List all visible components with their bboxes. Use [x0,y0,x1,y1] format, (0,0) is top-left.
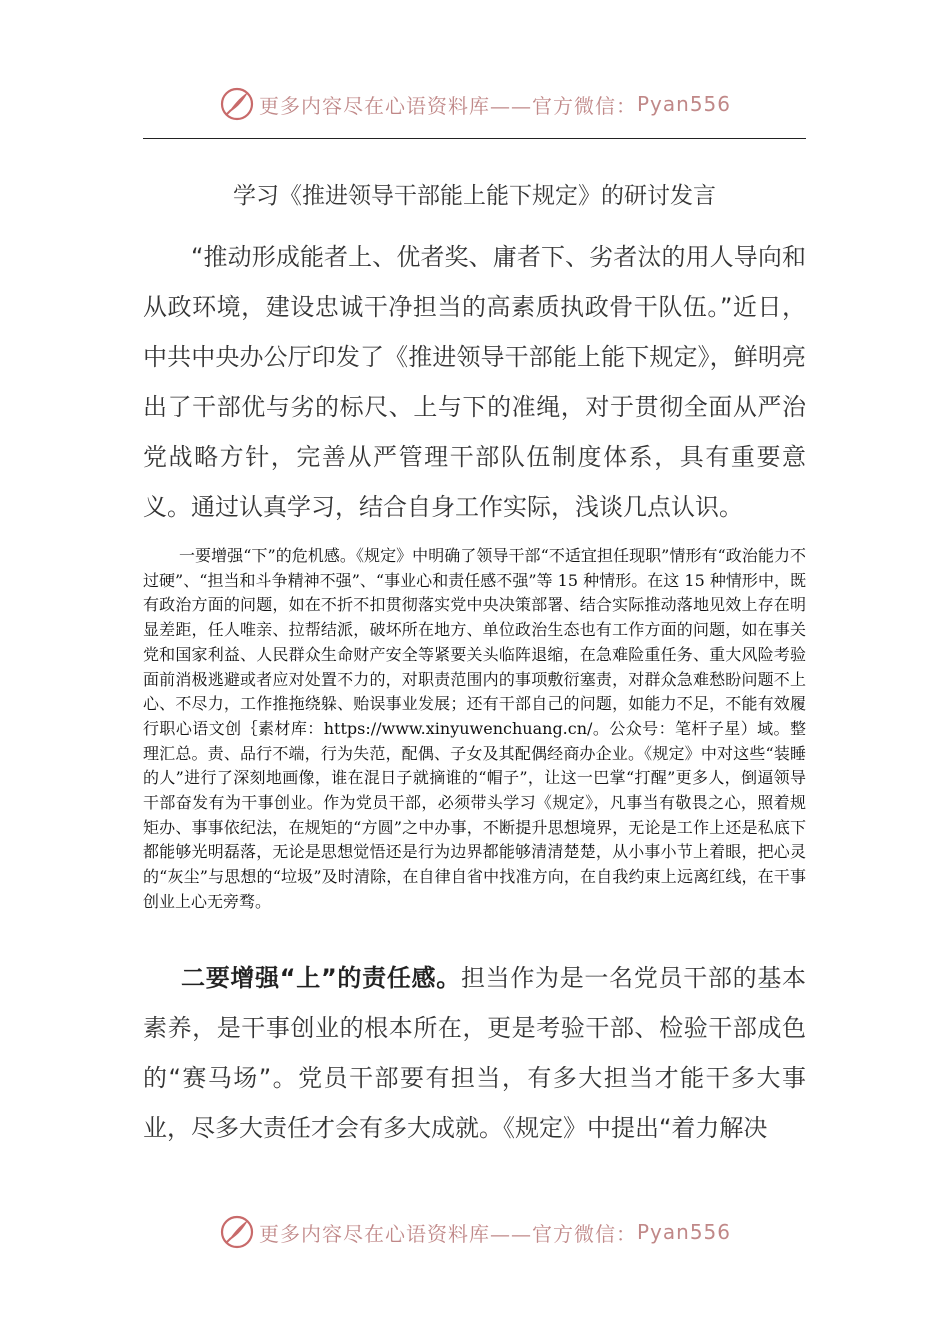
section2-body: 担当作为是一名党员干部的基本素养，是干事创业的根本所在，更是考验干部、检验干部成色的“赛马场”。党员干部要有担当，有多大担当才能干多大事业，尽多大责任才会有多大成就。《规定》中提出“着力解决 [143,964,807,1142]
section1-paragraph: 一要增强“下”的危机感。《规定》中明确了领导干部“不适宜担任现职”情形有“政治能力不过硬”、“担当和斗争精神不强”、“事业心和责任感不强”等 15 种情形。在这 15 种情形中，既有政治方面的问题，如在不折不扣贯彻落实党中央决策部署、结合实际推动落地见效上存在明显差距，任人唯亲、拉帮结派，破坏所在地方、单位政治生态也有工作方面的问题，如在事关党和国家利益、人民群众生命财产安全等紧要关头临阵退缩，在急难险重任务、重大风险考验面前消极逃避或者应对处置不力的，对职责范围内的事项敷衍塞责，对群众急难愁盼问题不上心、不尽力，工作推拖绕躲、贻误事业发展；还有干部自己的问题，如能力不足，不能有效履行职心语文创｛素材库：https://www.xinyuwenchuang.cn/。公众号：笔杆子星）域。整理汇总。责、品行不端，行为失范，配偶、子女及其配偶经商办企业。《规定》中对这些“装睡的人”进行了深刻地画像，谁在混日子就摘谁的“帽子”，让这一巴掌“打醒”更多人，倒逼领导干部奋发有为干事创业。作为党员干部，必须带头学习《规定》，凡事当有敬畏之心，照着规矩办、事事依纪法，在规矩的“方圆”之中办事，不断提升思想境界，无论是工作上还是私底下都能够光明磊落，无论是思想觉悟还是行为边界都能够清清楚楚，从小事小节上着眼，把心灵的“灰尘”与思想的“垃圾”及时清除，在自律自省中找准方向，在自我约束上远离红线，在干事创业上心无旁骛。 [143,546,806,911]
header-divider [143,138,806,139]
intro-paragraph: “推动形成能者上、优者奖、庸者下、劣者汰的用人导向和从政环境，建设忠诚干净担当的高素质执政骨干队伍。”近日，中共中央办公厅印发了《推进领导干部能上能下规定》，鲜明亮出了干部优与劣的标尺、上与下的准绳，对于贯彻全面从严治党战略方针，完善从严管理干部队伍制度体系，具有重要意义。通过认真学习，结合自身工作实际，浅谈几点认识。 [143,243,806,521]
header-brand-id: Pyan556 [636,92,731,116]
quill-pen-logo-icon [219,86,255,122]
header-brand-text: 更多内容尽在心语资料库——官方微信： [258,93,637,118]
footer-brand [219,1214,731,1250]
page-footer [0,1212,950,1252]
header-brand [219,86,731,122]
quill-pen-logo-icon [219,1214,255,1250]
section2-heading: 二要增强“上”的责任感。 [181,964,461,992]
footer-brand-text: 更多内容尽在心语资料库——官方微信： [258,1221,637,1246]
document-title: 学习《推进领导干部能上能下规定》的研讨发言 [233,183,716,209]
page-header [0,84,950,124]
footer-brand-id: Pyan556 [636,1220,731,1244]
section2-paragraph [143,953,806,1153]
